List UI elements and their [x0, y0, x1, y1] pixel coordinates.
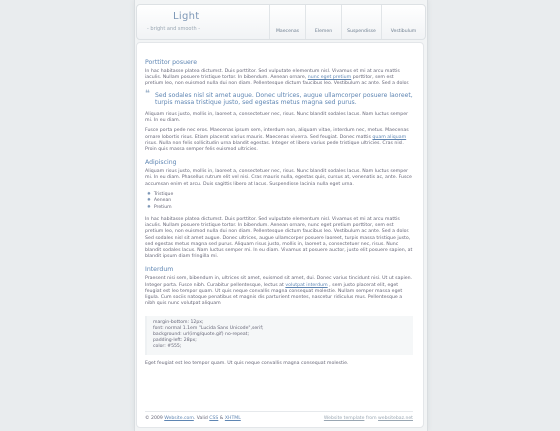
site-tagline: - bright and smooth -	[147, 26, 201, 32]
quote-icon: ❝	[145, 88, 150, 99]
footer-right: Website template from websitebaz.net	[323, 416, 413, 421]
section-heading-porttitor: Porttitor posuere	[145, 59, 198, 66]
paragraph: Aliquam risus justo, mollis in, laoreet a, consectetuer nec, risus. Nunc blandit sodales lacus. Nam luctus semper mi. In eu diam.	[145, 112, 409, 124]
bullet-icon: ✸	[147, 204, 151, 210]
list-item: ✸ Tristique	[147, 191, 174, 197]
site-title[interactable]: Light	[173, 11, 200, 22]
xhtml-validation-link[interactable]: XHTML	[224, 416, 241, 421]
template-credit-link[interactable]: Website template	[323, 416, 365, 421]
template-site-link[interactable]: websitebaz.net	[378, 416, 413, 421]
nav-item-vestibulum[interactable]: Vestibulum	[381, 5, 425, 39]
inline-link[interactable]: quam aliquam	[372, 134, 407, 140]
paragraph: Aliquam risus justo, mollis in, laoreet a, consectetuer nec, risus. Nunc blandit sodales lacus. Nam luctus semper mi. In eu diam. Phasellus rutrum elit vel nisi. Cras mauris nulla, egestas quis, cursus at, venenatis ac, ante. Fusce accumsan enim et arcu. Duis sagittis libero at lacus. Suspendisse lacinia nulla eget urna.	[145, 169, 412, 187]
nav-item-suspendisse[interactable]: Suspendisse	[341, 5, 381, 39]
nav-item-maecenas[interactable]: Maecenas	[269, 5, 305, 39]
blockquote: ❝ Sed sodales nisl sit amet augue. Donec ultrices, augue ullamcorper posuere laoreet, turpis massa tristique justo, sed egestas metus magna sed purus.	[145, 88, 413, 106]
paragraph: In hac habitasse platea dictumst. Duis porttitor. Sed vulputate elementum nisl. Vivamus et mi at arcu mattis iaculis. Nullam posuere tristique tortor. In bibendum. Aenean ornare, nunc eget pretium porttitor, sem est pretium leo, non euismod nulla dui non diam. Pellentesque dictum faucibus leo. Vestibulum ac ante. Sed a dolor.	[145, 69, 410, 87]
list-item: ✸ Aenean	[147, 198, 172, 204]
paragraph: Praesent nisi sem, bibendum in, ultrices sit amet, euismod sit amet, dui. Donec varius tincidunt nisi. Ut ut sapien. Integer porta. Fusce nibh. Curabitur pellentesque, lectus at volutpat interdum , sem justo placerat elit, eget feugiat est leo tempor quam. Ut quis neque convallis magna consequat molestie. Nullam semper massa eget ligula. Cum sociis natoque penatibus et magnis dis parturient montes, nascetur ridiculus mus. Pellentesque a nibh quis nunc volutpat aliquam	[145, 276, 413, 307]
paragraph: Fusce porta pede nec eros. Maecenas ipsum sem, interdum non, aliquam vitae, interdum nec, metus. Maecenas ornare lobortis risus. Etiam placerat varius mauris. Maecenas viverra. Sed feugiat. Donec mattis quam aliquam risus. Nulla non felis sollicitudin urna blandit egestas. Integer et libero varius pede tristique ultricies. Cras nisl. Proin quis massa semper felis euismod ultricies.	[145, 128, 409, 153]
bullet-list	[145, 192, 413, 211]
nav-item-elemen[interactable]: Elemen	[305, 5, 341, 39]
code-block: margin-bottom: 12px; font: normal 1.1em "Lucida Sans Unicode",serif; background: url(img/quote.gif) no-repeat; padding-left: 28px; color: #555;	[145, 316, 413, 355]
css-validation-link[interactable]: CSS	[209, 416, 219, 421]
main-content	[136, 42, 424, 428]
main-nav	[269, 5, 425, 39]
section-heading-adipiscing: Adipiscing	[145, 159, 177, 167]
inline-link[interactable]: volutpat interdum	[285, 282, 328, 288]
footer-site-link[interactable]: Website.com	[164, 416, 194, 421]
bullet-icon: ✸	[147, 198, 151, 204]
bullet-icon: ✸	[147, 191, 151, 197]
inline-link[interactable]: nunc eget pretium	[307, 75, 352, 81]
paragraph: In hac habitasse platea dictumst. Duis porttitor. Sed vulputate elementum nisl. Vivamus et mi at arcu mattis iaculis. Nullam posuere tristique tortor. In bibendum. Aenean ornare, nunc eget pretium porttitor, sem est pretium leo, non euismod nulla dui non diam. Pellentesque dictum faucibus leo. Vestibulum ac ante. Sed a dolor. Sed sodales nisl sit amet augue. Donec ultrices, augue ullamcorper posuere laoreet, turpis massa tristique justo, sed egestas metus magna sed purus. Aliquam risus justo, mollis in, laoreet a, consectetuer nec, risus. Nunc blandit sodales lacus. Nam luctus semper mi. In eu diam. Vivamus at posuere auctor, justo elit posuere sapien, at blandit ipsum diam fringilla mi.	[145, 217, 413, 260]
section-heading-interdum: Interdum	[145, 266, 174, 274]
footer	[145, 411, 413, 421]
paragraph: Eget feugiat est leo tempor quam. Ut quis neque convallis magna consequat molestie.	[145, 360, 349, 366]
site-header	[136, 4, 426, 40]
list-item: ✸ Pretium	[147, 204, 172, 210]
footer-left: © 2009 Website.com. Valid CSS & XHTML	[145, 416, 241, 421]
